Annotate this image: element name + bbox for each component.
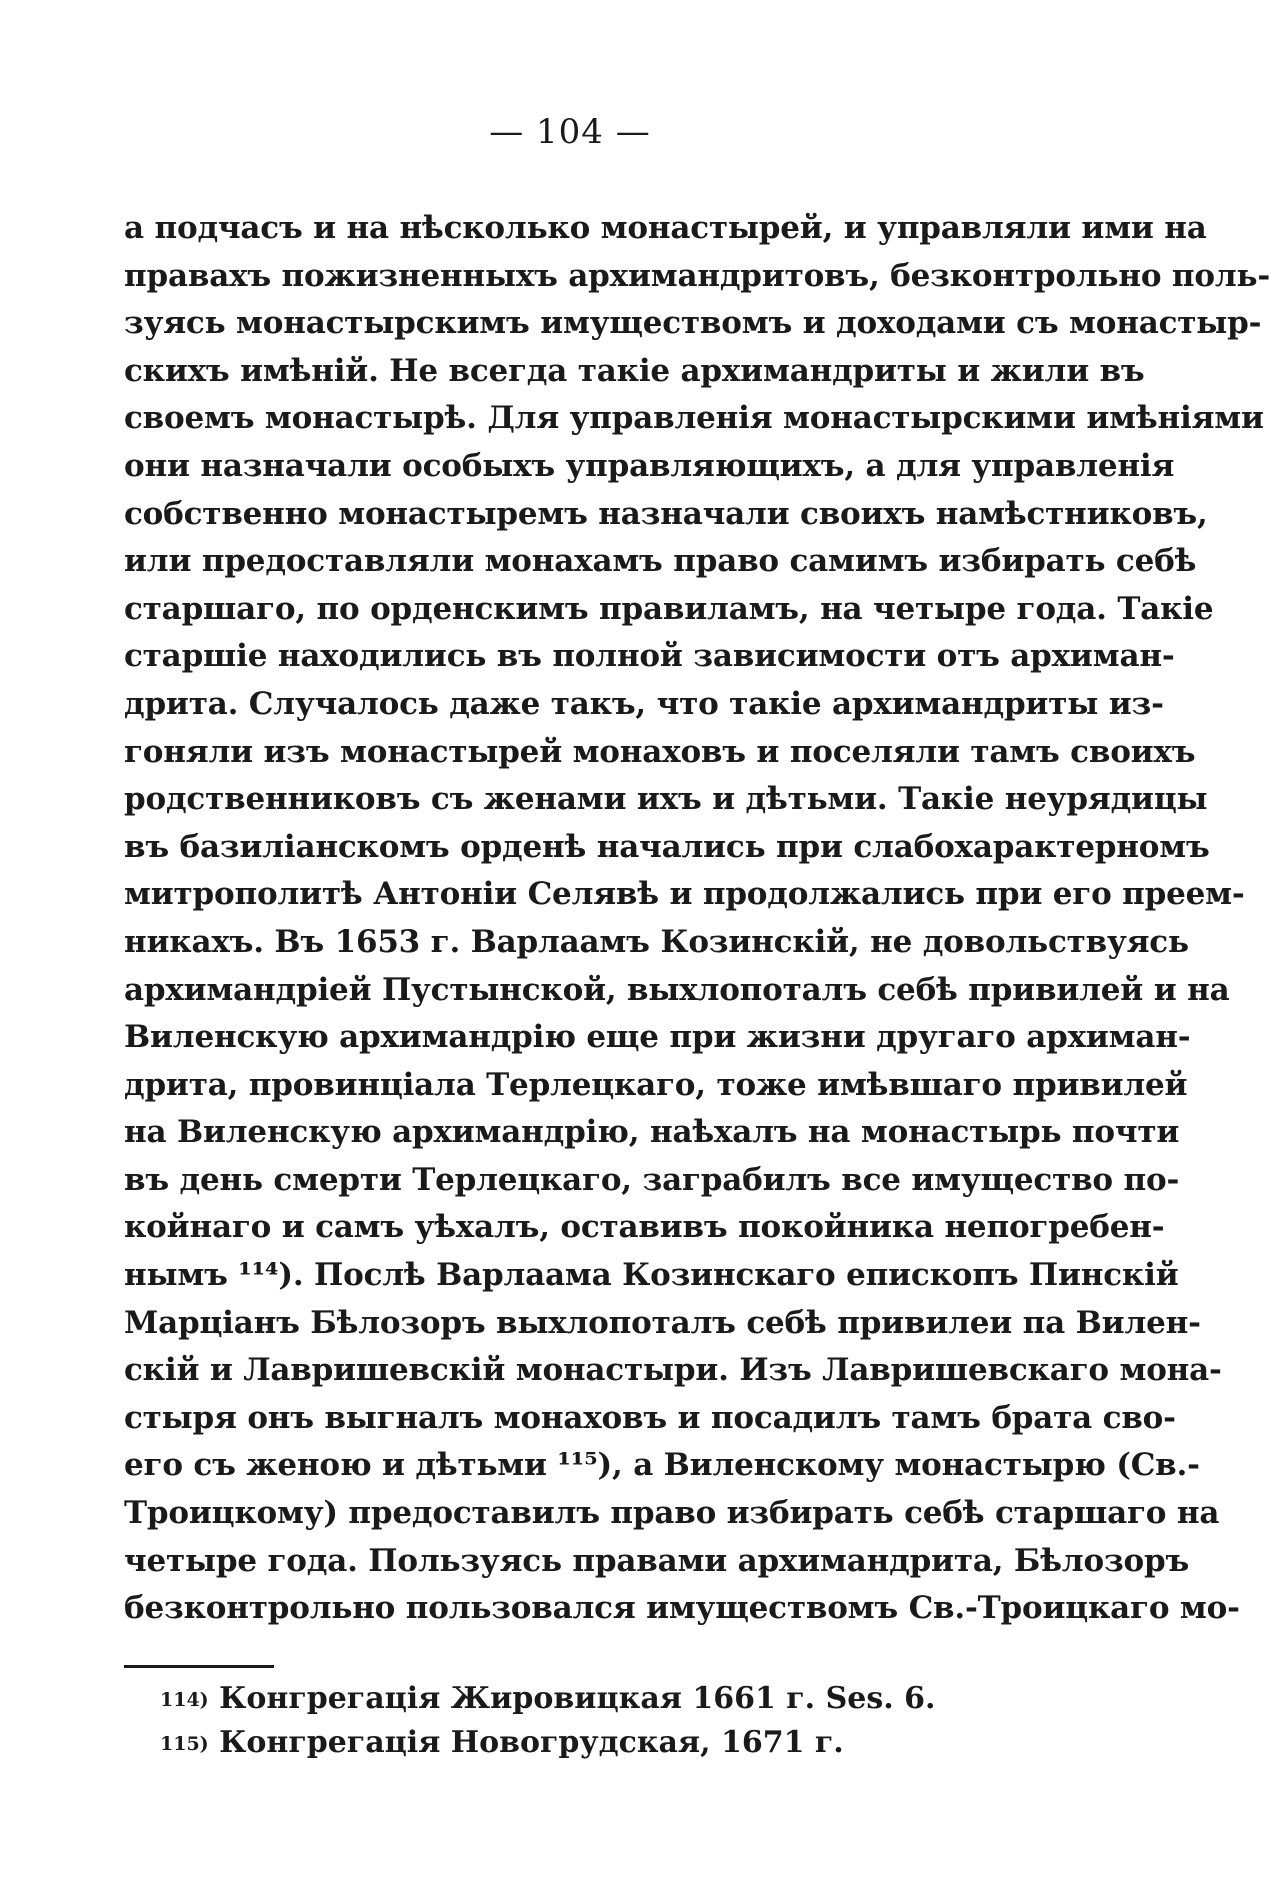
body-text [124,205,1270,1633]
footnote-text: Конгрегація Жировицкая 1661 г. Ses. 6. [208,1681,936,1716]
text-line: на Виленскую архимандрію, наѣхалъ на монастырь почти [124,1114,1180,1151]
text-line: койнаго и самъ уѣхалъ, оставивъ покойника непогребен- [124,1209,1165,1246]
text-line: скихъ имѣній. Не всегда такіе архимандриты и жили въ [124,352,1145,389]
text-line: въ базиліанскомъ орденѣ начались при слабохарактерномъ [124,828,1210,865]
text-line: старшіе находились въ полной зависимости отъ архиман- [124,638,1175,675]
text-line: въ день смерти Терлецкаго, заграбилъ все имущество по- [124,1161,1180,1198]
text-line: Троицкому) предоставилъ право избирать себѣ старшаго на [124,1495,1220,1532]
text-line: митрополитѣ Антоніи Селявѣ и продолжались при его преем- [124,876,1245,913]
text-line: нымъ ¹¹⁴). Послѣ Варлаама Козинскаго епископъ Пинскій [124,1257,1179,1294]
footnote-115 [160,1721,1020,1765]
text-line: зуясь монастырскимъ имуществомъ и доходами съ монастыр- [124,305,1262,342]
text-line: дрита, провинціала Терлецкаго, тоже имѣвшаго привилей [124,1066,1188,1103]
footnotes [160,1677,1020,1765]
text-line: его съ женою и дѣтьми ¹¹⁵), а Виленскому монастырю (Св.- [124,1447,1200,1484]
text-line: Виленскую архимандрію еще при жизни другаго архиман- [124,1019,1191,1056]
text-line: архимандріей Пустынской, выхлопоталъ себѣ привилей и на [124,971,1230,1008]
text-line: гоняли изъ монастырей монаховъ и поселяли тамъ своихъ [124,733,1196,770]
text-line: а подчасъ и на нѣсколько монастырей, и управляли ими на [124,210,1207,246]
page-number: — 104 — [489,112,651,152]
text-line: скій и Лавришевскій монастыри. Изъ Лавришевскаго мона- [124,1352,1222,1389]
text-line: никахъ. Въ 1653 г. Варлаамъ Козинскій, не довольствуясь [124,923,1189,960]
text-line: родственниковъ съ женами ихъ и дѣтьми. Такіе неурядицы [124,781,1208,818]
footnote-114 [160,1677,1020,1721]
text-line: они назначали особыхъ управляющихъ, а для управленія [124,447,1175,484]
text-line: четыре года. Пользуясь правами архимандрита, Бѣлозоръ [124,1542,1190,1579]
footnote-divider [124,1665,274,1668]
text-line: Марціанъ Бѣлозоръ выхлопоталъ себѣ привилеи па Вилен- [124,1304,1201,1341]
footnote-marker: 115) [160,1733,209,1755]
text-line: своемъ монастырѣ. Для управленія монастырскими имѣніями [124,400,1264,437]
text-line: старшаго, по орденскимъ правиламъ, на четыре года. Такіе [124,590,1214,627]
text-line: стыря онъ выгналъ монаховъ и посадилъ тамъ брата сво- [124,1399,1176,1436]
footnote-text: Конгрегація Новогрудская, 1671 г. [208,1725,844,1760]
text-line: безконтрольно пользовался имуществомъ Св.-Троицкаго мо- [124,1590,1240,1627]
text-line: правахъ пожизненныхъ архимандритовъ, безконтрольно поль- [124,257,1270,294]
text-line: собственно монастыремъ назначали своихъ намѣстниковъ, [124,495,1208,532]
text-line: дрита. Случалось даже такъ, что такіе архимандриты из- [124,685,1164,722]
footnote-marker: 114) [160,1689,209,1711]
text-line: или предоставляли монахамъ право самимъ избирать себѣ [124,543,1197,580]
